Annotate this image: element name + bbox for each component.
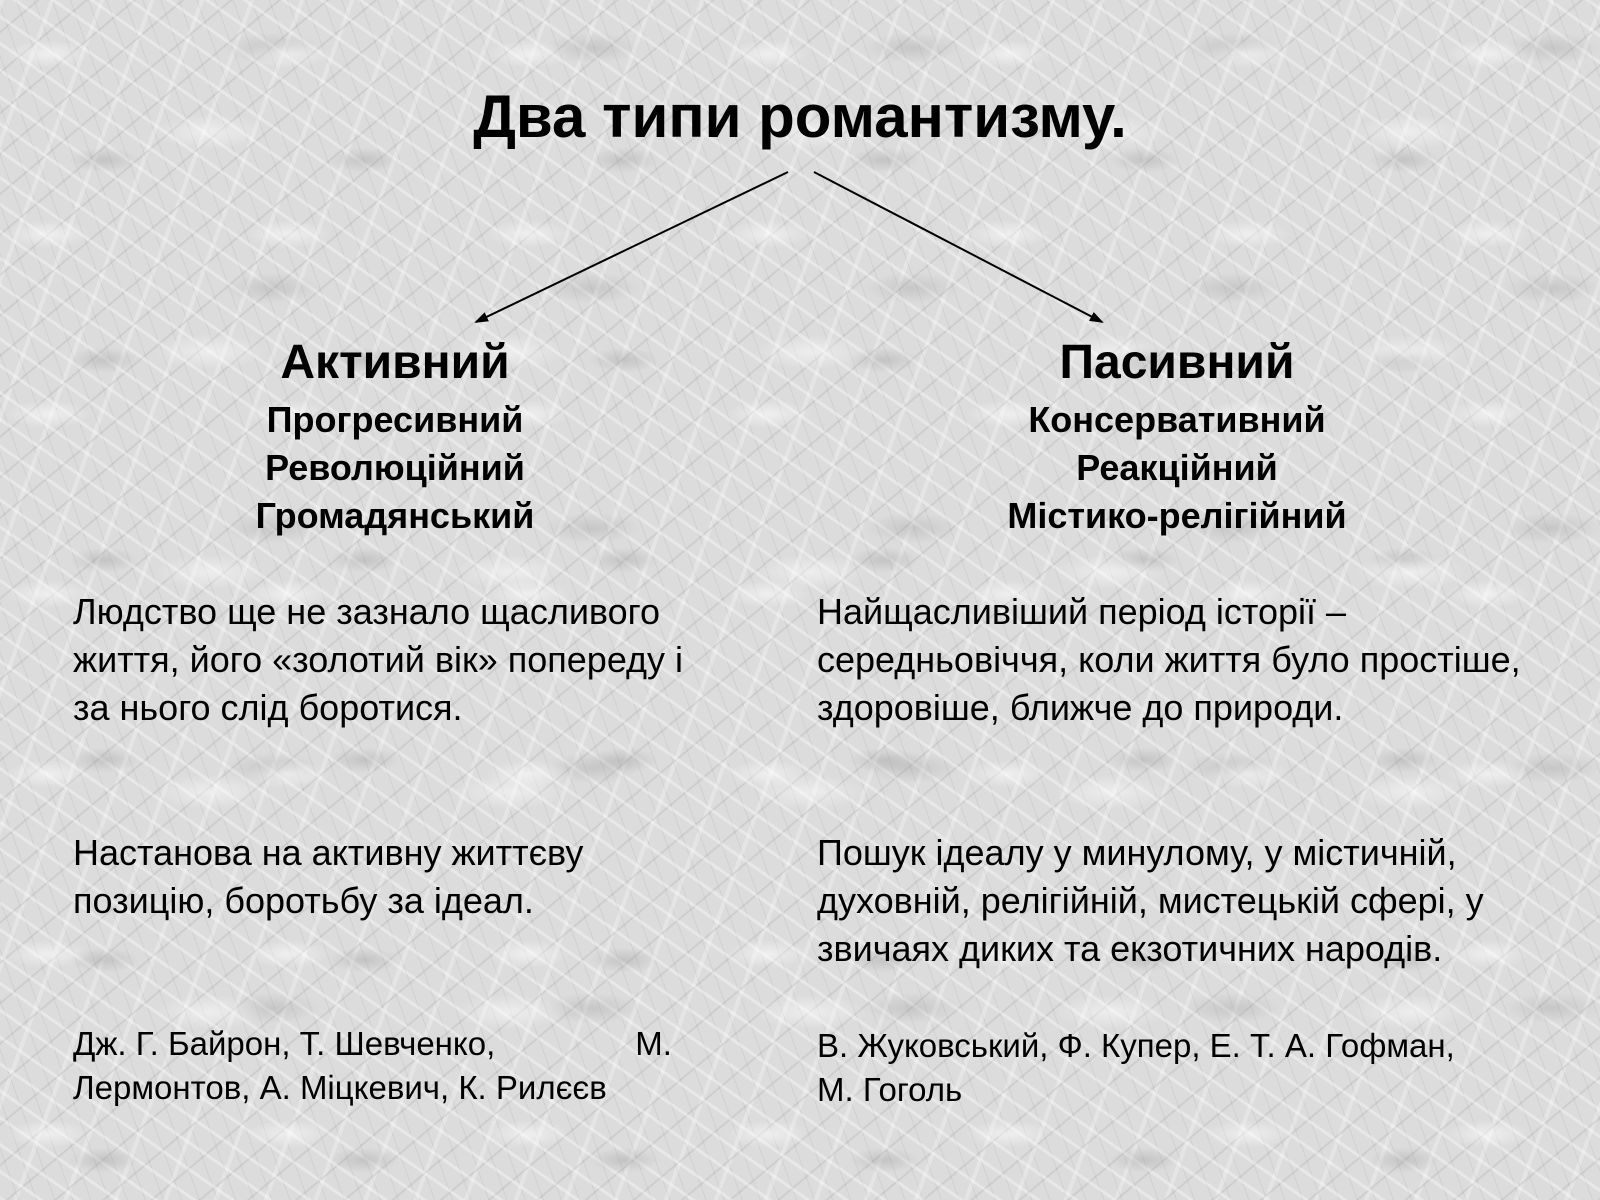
passive-authors <box>817 1024 1537 1112</box>
passive-heading: Пасивний <box>1059 336 1295 389</box>
authors-line: М. Гоголь <box>817 1071 963 1108</box>
active-description: Людство ще не зазнало щасливого життя, його «золотий вік» попереду і за нього слід боротися. <box>73 591 684 728</box>
active-authors <box>73 1022 723 1110</box>
arrow-left <box>476 172 788 322</box>
page-title: Два типи романтизму. <box>473 83 1127 150</box>
authors-line-tail: М. <box>635 1025 672 1062</box>
authors-line: В. Жуковський, Ф. Купер, Е. Т. А. Гофман, <box>817 1027 1455 1064</box>
passive-stance: Пошук ідеалу у минулому, у містичній, духовній, релігійній, мистецькій сфері, у звичаях диких та екзотичних народів. <box>817 832 1484 969</box>
subtype-item: Революційний <box>265 447 525 488</box>
subtype-item: Містико-релігійний <box>1007 495 1347 536</box>
active-stance: Настанова на активну життєву позицію, боротьбу за ідеал. <box>73 832 584 921</box>
subtype-item: Прогресивний <box>266 399 524 440</box>
active-subtypes <box>95 396 695 540</box>
authors-line: Дж. Г. Байрон, Т. Шевченко, <box>73 1025 496 1062</box>
passive-description: Найщасливіший період історії – середньовіччя, коли життя було простіше, здоровіше, ближче до природи. <box>817 591 1521 728</box>
arrow-right <box>814 172 1102 322</box>
active-heading: Активний <box>280 336 510 389</box>
subtype-item: Реакційний <box>1076 447 1278 488</box>
subtype-item: Громадянський <box>255 495 535 536</box>
authors-line: Лермонтов, А. Міцкевич, К. Рилєєв <box>73 1069 607 1106</box>
subtype-item: Консервативний <box>1028 399 1326 440</box>
passive-subtypes <box>877 396 1477 540</box>
